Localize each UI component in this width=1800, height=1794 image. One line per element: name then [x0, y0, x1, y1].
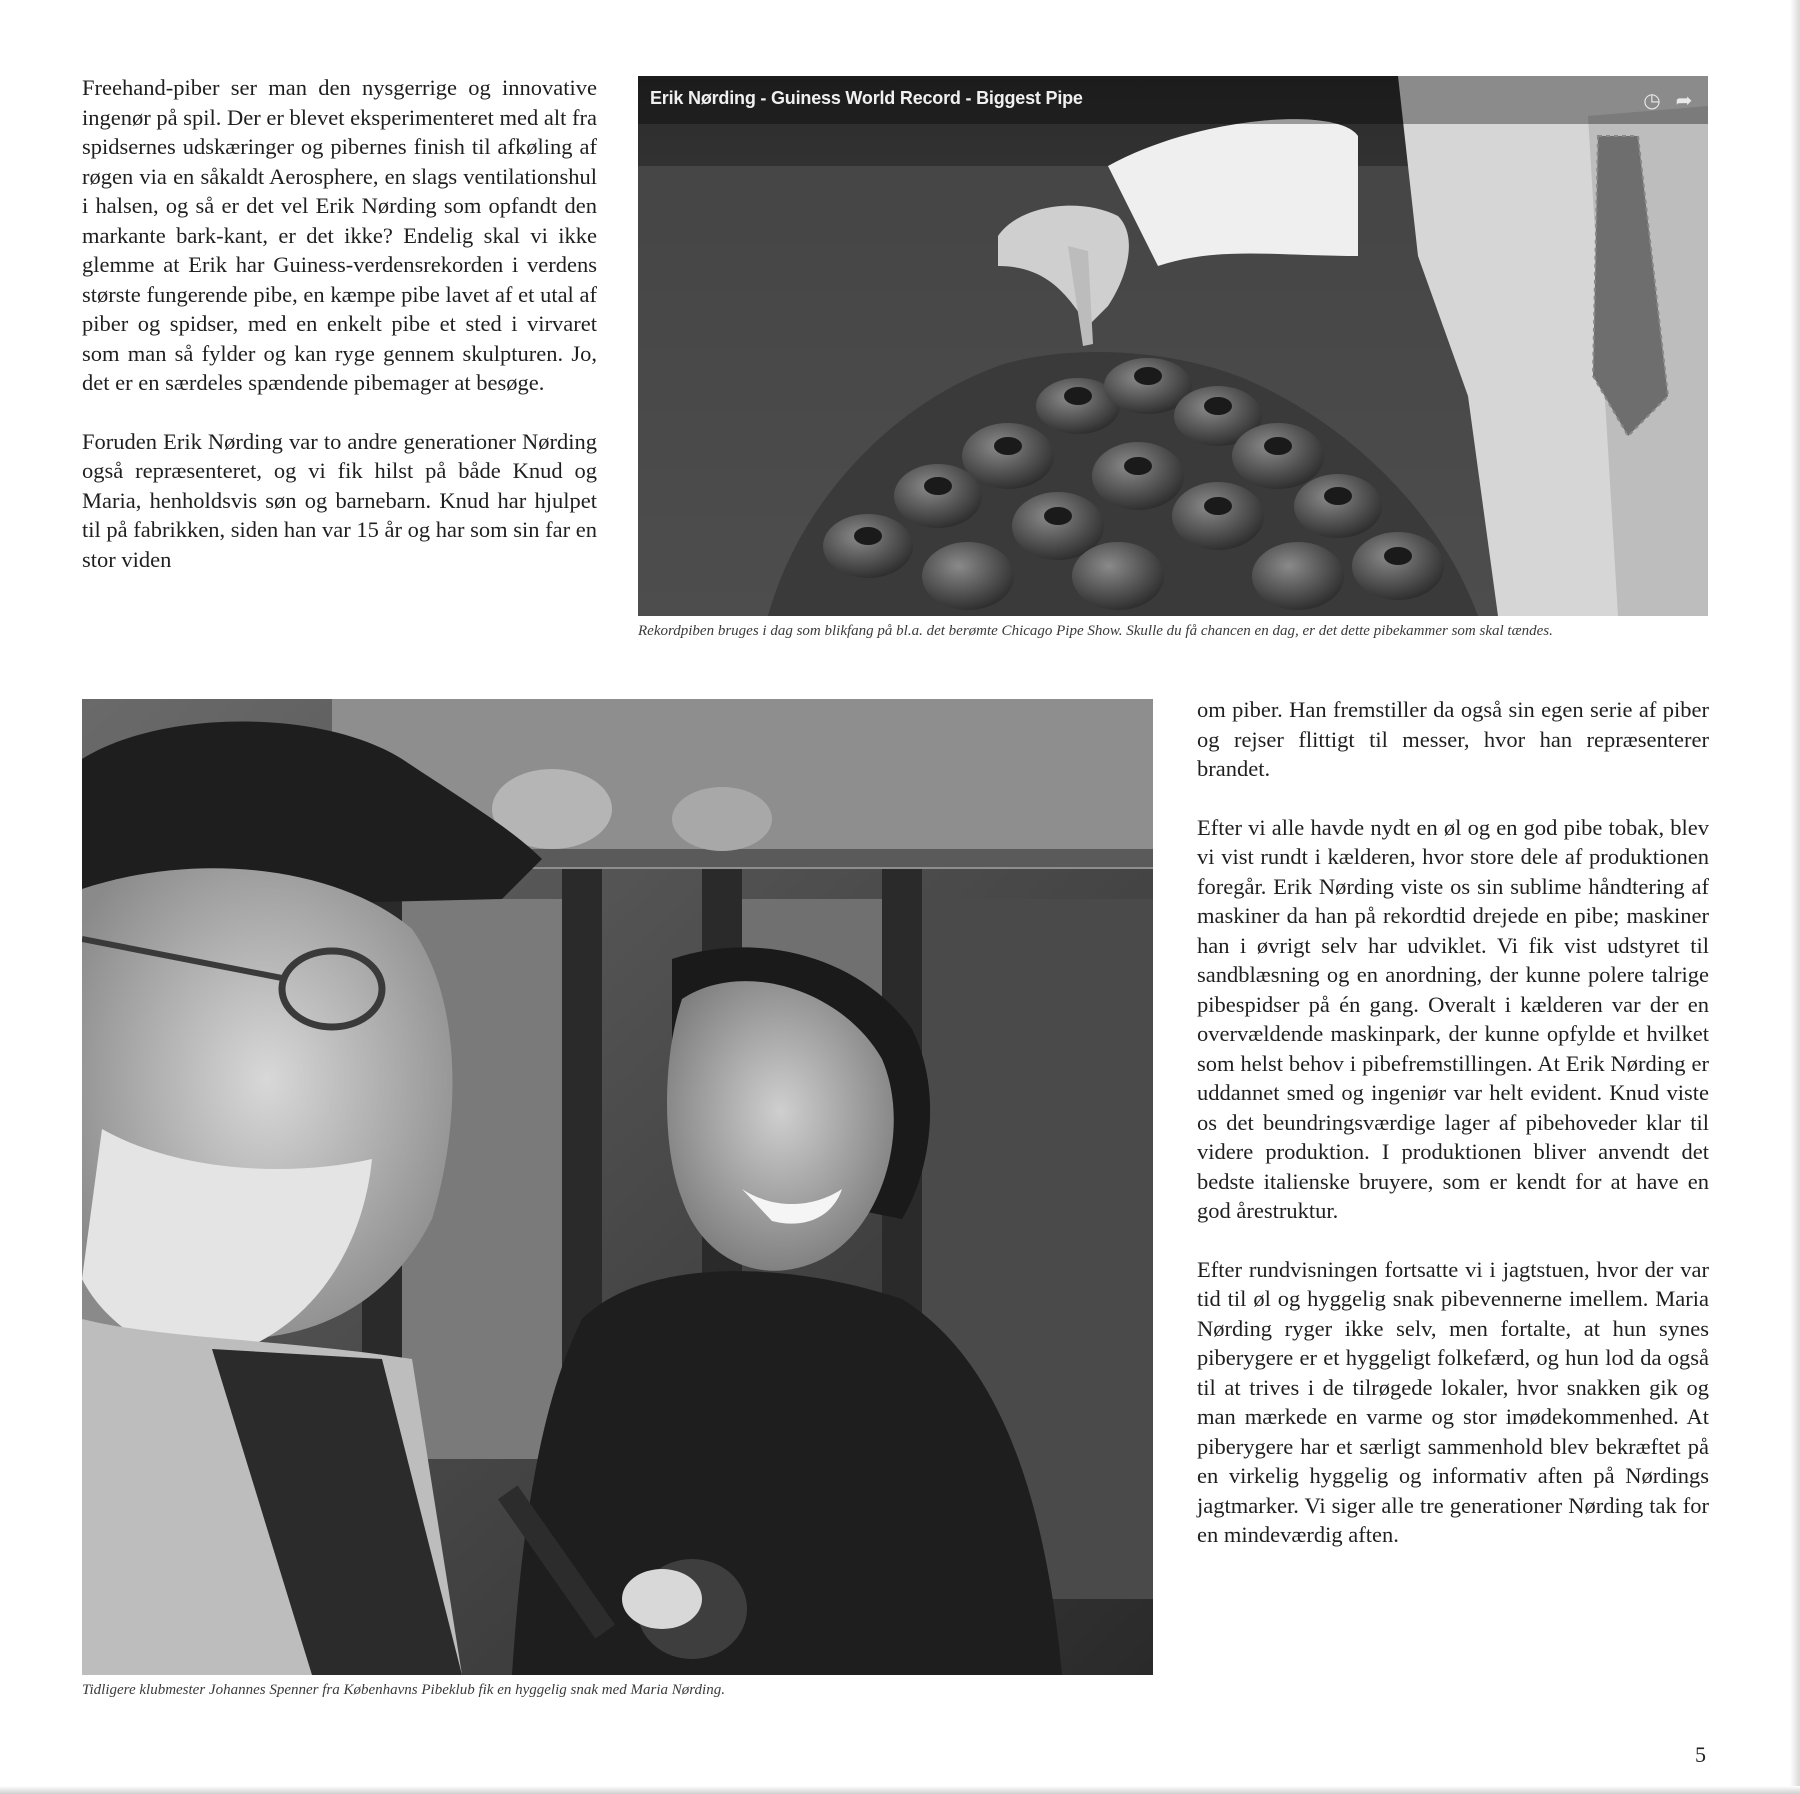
share-icon[interactable]: ➦ [1675, 88, 1693, 112]
portrait-photo-image [82, 699, 1153, 1675]
page-edge [1790, 0, 1800, 1794]
pipe-sculpture-photo [638, 76, 1708, 616]
paragraph: Efter vi alle havde nydt en øl og en god pibe tobak, blev vi vist rundt i kælderen, hvor store dele af produktionen foregår. Erik Nørding viste os sin sublime håndtering af maskiner da han på rekordtid drejede en pibe; maskiner han i øvrigt selv har udviklet. Vi fik vist udstyret til sandblæsning og en anordning, der kunne polere talrige pibespidser på én gang. Overalt i kælderen var der en overvældende maskinpark, der kunne opfylde et hvilket som helst behov i pibefremstillingen. At Erik Nørding er uddannet smed og ingeniør var helt evident. Knud viste os det beundringsværdige lager af pibehoveder klar til videre produktion. I produktionen bliver anvendt det bedste italienske bruyere, som er kendt for at have en god årestruktur. [1197, 814, 1709, 1223]
paragraph: Foruden Erik Nørding var to andre generationer Nørding også repræsenteret, og vi fik hilst på både Knud og Maria, henholdsvis søn og barnebarn. Knud har hjulpet til på fabrikken, siden han var 15 år og har som sin far en stor viden [82, 428, 597, 572]
clock-icon[interactable]: ◷ [1643, 88, 1661, 112]
page-edge-bottom [0, 1786, 1800, 1794]
photo-caption: Tidligere klubmester Johannes Spenner fra Københavns Pibeklub fik en hyggelig snak med Maria Nørding. [82, 1682, 725, 1698]
paragraph: Efter rundvisningen fortsatte vi i jagtstuen, hvor der var tid til øl og hyggelig snak pibevennerne imellem. Maria Nørding ryger ikke selv, men fortalte, at hun synes piberygere er et hyggeligt folkefærd, og hun lod da også til at trives i de tilrøgede lokaler, hvor snakken gik og man mærkede en varme og stor imødekommenhed. At piberygere har et særligt sammenhold blev bekræftet på en virkelig hyggelig og informativ aften på Nørdings jagtmarker. Vi siger alle tre generationer Nørding tak for en mindeværdig aften. [1197, 1256, 1709, 1547]
article-column-1 [82, 73, 597, 574]
video-thumbnail[interactable] [638, 76, 1708, 616]
video-title[interactable]: Erik Nørding - Guiness World Record - Biggest Pipe [650, 88, 1083, 108]
paragraph: Freehand-piber ser man den nysgerrige og innovative ingenør på spil. Der er blevet eksperimenteret med alt fra spidsernes udskæringer og pibernes finish til afkøling af røgen via en såkaldt Aerosphere, en slags ventilationshul i halsen, og så er det vel Erik Nørding som opfandt den markante bark-kant, er det ikke? Endelig skal vi ikke glemme at Erik har Guiness-verdensrekorden i verdens største fungerende pibe, en kæmpe pibe lavet af et utal af piber og spidser, med en enkelt pibe et sted i virvaret som man så fylder og kan ryge gennem skulpturen. Jo, det er en særdeles spændende pibemager at besøge. [82, 75, 597, 395]
paragraph: om piber. Han fremstiller da også sin egen serie af piber og rejser flittigt til messer, hvor han repræsenterer brandet. [1197, 697, 1709, 781]
article-column-2 [1197, 695, 1709, 1550]
photo-caption: Rekordpiben bruges i dag som blikfang på bl.a. det berømte Chicago Pipe Show. Skulle du få chancen en dag, er det dette pibekammer som skal tændes. [638, 623, 1553, 639]
page-number: 5 [1695, 1742, 1706, 1767]
portrait-photo [82, 699, 1153, 1675]
